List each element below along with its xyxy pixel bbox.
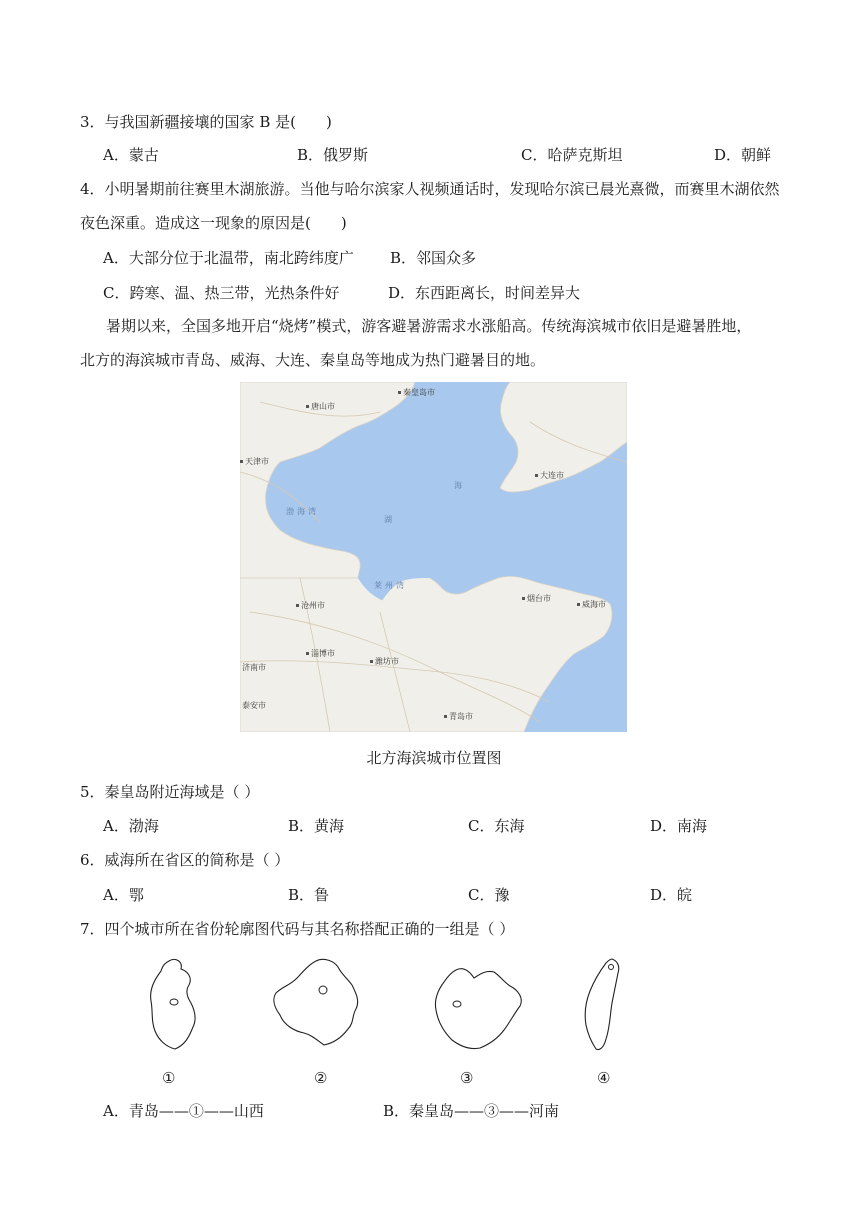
passage-line1: 暑期以来，全国多地开启“烧烤”模式，游客避暑游需求水涨船高。传统海滨城市依旧是避暑胜地， [106,317,752,335]
q4-option-c: C．跨寒、温、热三带，光热条件好 [103,284,340,302]
sea-label-bohai-bay: 渤海湾 [286,507,319,516]
city-jinan: 济南市 [242,663,266,672]
q5-option-c: C．东海 [468,817,525,835]
q6-option-c: C．豫 [468,886,510,904]
q4-stem-line1: 4．小明暑期前往赛里木湖旅游。当他与哈尔滨家人视频通话时，发现哈尔滨已晨光熹微，而赛里木湖依然 [80,180,780,198]
q6-option-a: A．鄂 [103,886,144,904]
q4-option-b: B．邻国众多 [390,249,477,267]
province-outline-3 [430,960,530,1055]
province-outline-1 [145,955,205,1055]
province-outline-2 [268,955,368,1050]
outline-number-1: ① [162,1069,176,1087]
province-outline-4 [580,955,630,1055]
coastal-city-map [240,382,627,732]
q3-option-d: D．朝鲜 [714,146,772,164]
q3-option-c: C．哈萨克斯坦 [521,146,623,164]
q6-option-d: D．皖 [650,886,693,904]
outline-number-2: ② [314,1069,328,1087]
city-qingdao: 青岛市 [449,712,473,721]
city-weifang: 潍坊市 [375,657,399,666]
q7-stem: 7．四个城市所在省份轮廓图代码与其名称搭配正确的一组是（ ） [80,920,515,938]
q5-option-d: D．南海 [650,817,708,835]
city-cangzhou: 沧州市 [301,601,325,610]
q7-option-b: B．秦皇岛——③——河南 [383,1102,560,1120]
city-tangshan: 唐山市 [311,402,335,411]
map-caption: 北方海滨城市位置图 [366,749,502,767]
city-taian: 泰安市 [242,701,266,710]
sea-label-hai: 海 [454,481,465,490]
city-qinhuangdao: 秦皇岛市 [403,388,435,397]
q5-option-b: B．黄海 [288,817,345,835]
passage-line2: 北方的海滨城市青岛、威海、大连、秦皇岛等地成为热门避暑目的地。 [80,351,546,369]
city-yantai: 烟台市 [527,594,551,603]
q6-stem: 6．威海所在省区的简称是（ ） [80,851,290,869]
q3-option-a: A．蒙古 [103,146,159,164]
city-dalian: 大连市 [540,471,564,480]
city-tianjin: 天津市 [245,457,269,466]
sea-label-laizhou-bay: 莱州湾 [374,581,407,590]
q7-option-a: A．青岛——①——山西 [103,1102,264,1120]
q6-option-b: B．鲁 [288,886,330,904]
city-zibo: 淄博市 [311,649,335,658]
q4-option-d: D．东西距离长，时间差异大 [388,284,581,302]
outline-number-3: ③ [460,1069,474,1087]
q5-stem: 5．秦皇岛附近海域是（ ） [80,783,260,801]
city-weihai: 威海市 [582,600,606,609]
q5-option-a: A．渤海 [103,817,159,835]
q3-option-b: B．俄罗斯 [297,146,369,164]
outline-number-4: ④ [597,1069,611,1087]
sea-label-hu: 湖 [384,515,395,524]
q4-option-a: A．大部分位于北温带，南北跨纬度广 [103,249,354,267]
q4-stem-line2: 夜色深重。造成这一现象的原因是( ) [80,214,347,232]
q3-stem: 3．与我国新疆接壤的国家 B 是( ) [80,113,332,131]
